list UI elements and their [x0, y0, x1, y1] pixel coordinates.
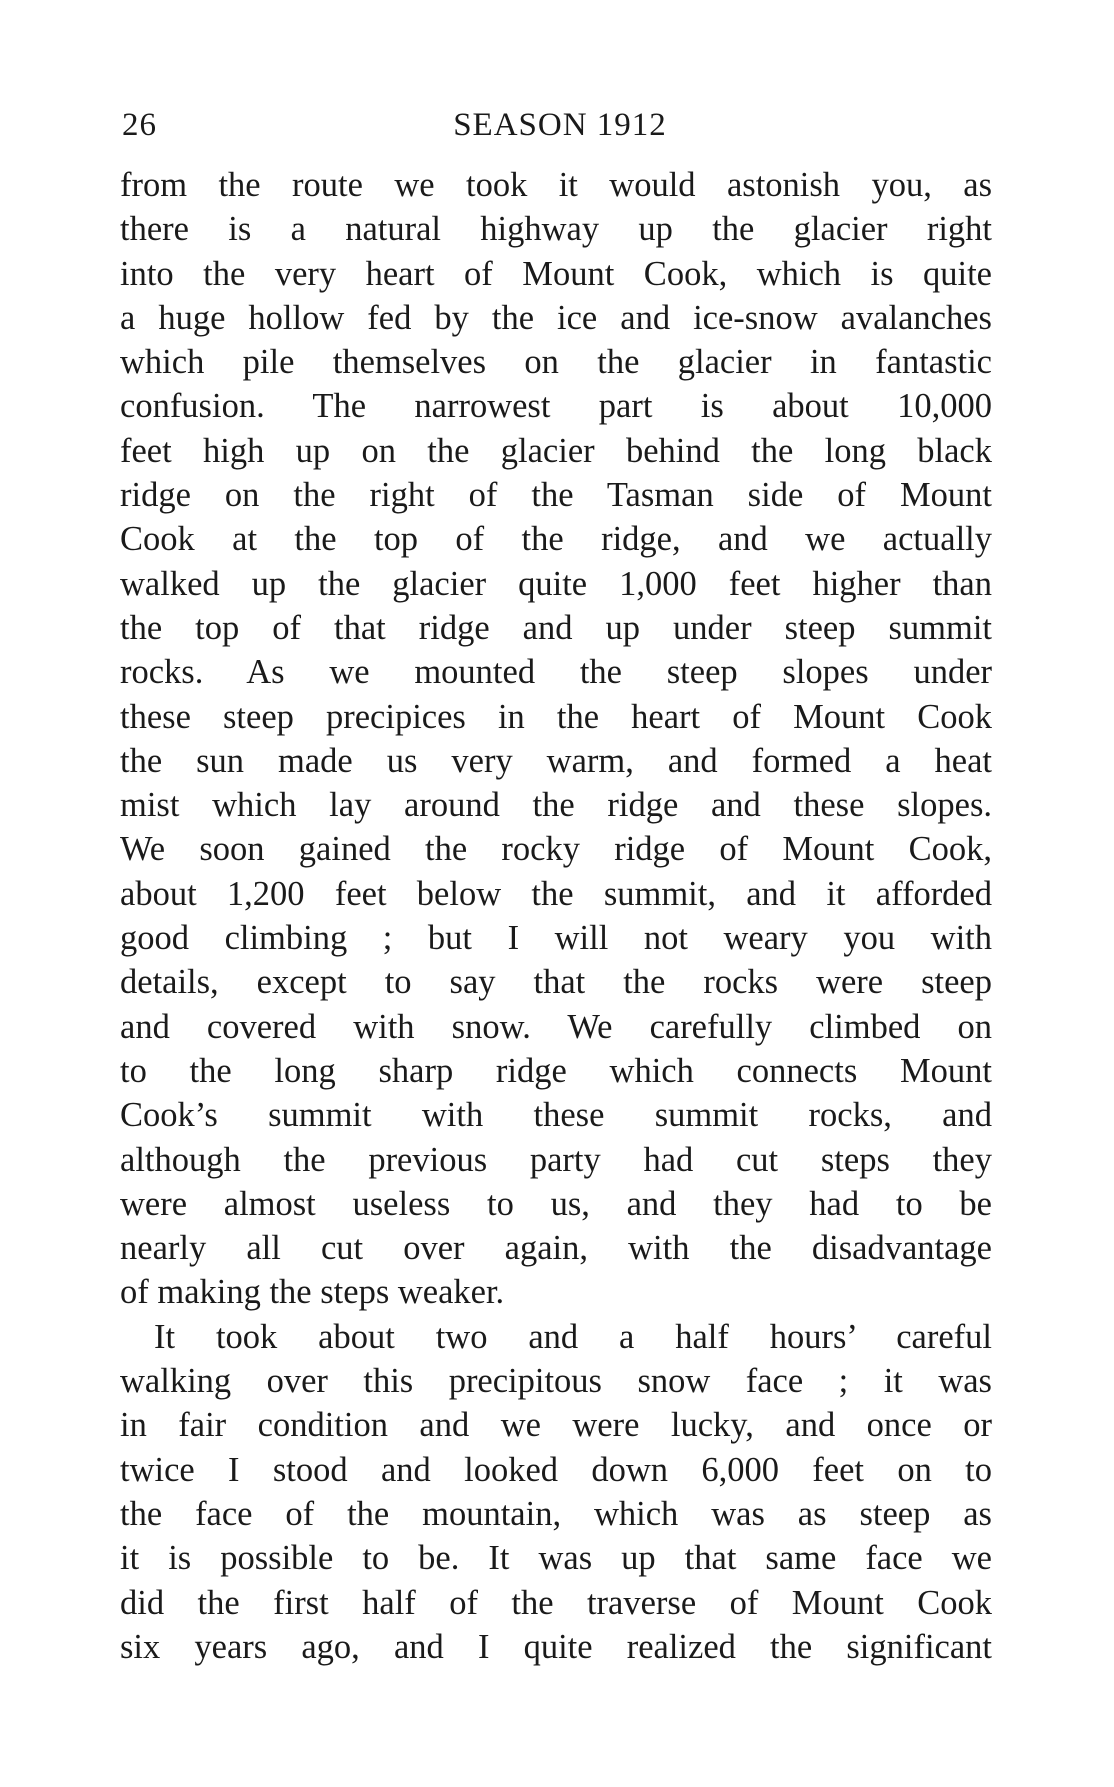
- text-line: six years ago, and I quite realized the significant: [120, 1627, 992, 1666]
- running-title: SEASON 1912: [453, 107, 667, 143]
- text-line: into the very heart of Mount Cook, which is quite: [120, 254, 992, 293]
- text-line: confusion. The narrowest part is about 10,000: [120, 387, 992, 426]
- text-line: Cook’s summit with these summit rocks, and: [120, 1096, 992, 1135]
- text-line-paragraph-start: It took about two and a half hours’ careful: [154, 1317, 992, 1356]
- text-line: rocks. As we mounted the steep slopes under: [120, 653, 992, 692]
- text-line: Cook at the top of the ridge, and we actually: [120, 520, 992, 559]
- text-line: these steep precipices in the heart of Mount Cook: [120, 697, 992, 736]
- text-line: walking over this precipitous snow face ; it was: [120, 1362, 992, 1401]
- text-line: a huge hollow fed by the ice and ice-snow avalanches: [120, 298, 992, 337]
- text-line: details, except to say that the rocks were steep: [120, 963, 992, 1002]
- text-line: were almost useless to us, and they had to be: [120, 1184, 992, 1223]
- running-head: [122, 100, 998, 150]
- text-line: in fair condition and we were lucky, and once or: [120, 1406, 992, 1445]
- text-line-paragraph-end: of making the steps weaker.: [120, 1273, 505, 1312]
- text-line: the sun made us very warm, and formed a heat: [120, 741, 992, 780]
- text-line: mist which lay around the ridge and these slopes.: [120, 786, 992, 825]
- text-line: nearly all cut over again, with the disadvantage: [120, 1229, 992, 1268]
- text-line: the top of that ridge and up under steep summit: [120, 608, 992, 647]
- text-line: good climbing ; but I will not weary you with: [120, 919, 992, 958]
- text-line: did the first half of the traverse of Mount Cook: [120, 1583, 992, 1622]
- body-text: [120, 163, 992, 1669]
- text-line: from the route we took it would astonish you, as: [120, 166, 992, 204]
- text-line: walked up the glacier quite 1,000 feet higher than: [120, 564, 992, 603]
- text-line: there is a natural highway up the glacier right: [120, 210, 992, 249]
- page-number: 26: [122, 107, 157, 143]
- text-line: twice I stood and looked down 6,000 feet on to: [120, 1450, 992, 1489]
- text-line: about 1,200 feet below the summit, and it afforded: [120, 874, 992, 913]
- text-line: although the previous party had cut steps they: [120, 1140, 992, 1179]
- text-line: it is possible to be. It was up that same face we: [120, 1539, 992, 1578]
- text-line: and covered with snow. We carefully climbed on: [120, 1007, 992, 1046]
- text-line: the face of the mountain, which was as steep as: [120, 1494, 992, 1533]
- text-line: to the long sharp ridge which connects Mount: [120, 1051, 992, 1090]
- text-line: We soon gained the rocky ridge of Mount Cook,: [120, 830, 992, 869]
- text-line: feet high up on the glacier behind the long black: [120, 431, 992, 470]
- text-line: ridge on the right of the Tasman side of Mount: [120, 476, 992, 515]
- text-line: which pile themselves on the glacier in fantastic: [120, 343, 992, 382]
